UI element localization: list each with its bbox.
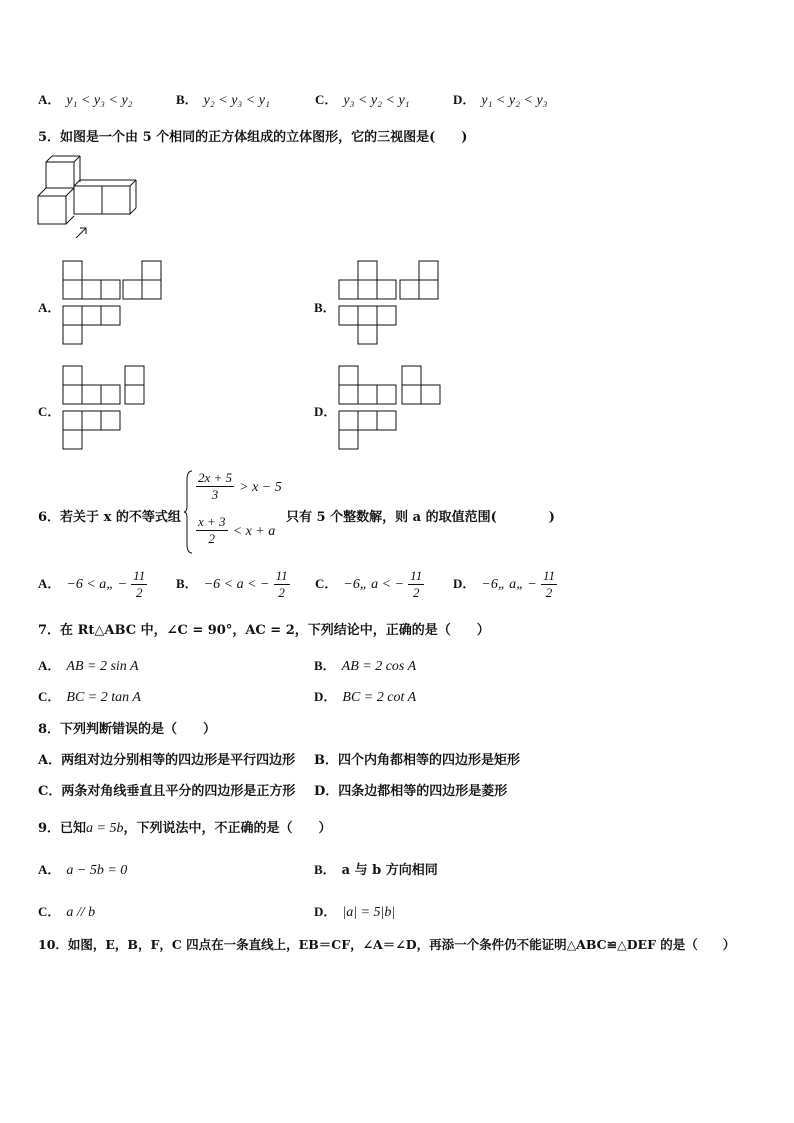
q8-option-a[interactable]: A．两组对边分别相等的四边形是平行四边形 (38, 753, 296, 768)
q9-option-c[interactable]: C． a // b (38, 904, 96, 920)
q9-option-b[interactable]: B． a 与 b 方向相同 (314, 862, 438, 878)
q9-option-d[interactable]: D． |a| = 5|b| (314, 904, 396, 920)
q7-option-a[interactable]: A． AB = 2 sin A (38, 658, 139, 674)
q6-system-brace (184, 470, 194, 554)
q10-stem: 10．如图，E，B，F，C 四点在一条直线上，EB＝CF，∠A＝∠D，再添一个条件仍不能证明△ABC≌△DEF 的是（ ） (38, 937, 736, 952)
q5-option-a-views (60, 258, 168, 346)
q8-stem: 8．下列判断错误的是（ ） (38, 722, 217, 737)
q6-inequality-2: $\frac{x + 3}{2}$ < x + a (198, 514, 276, 546)
q5-option-c-views (60, 363, 168, 451)
q8-option-b[interactable]: B．四个内角都相等的四边形是矩形 (314, 753, 521, 768)
q5-option-d-views (336, 363, 444, 451)
q6-stem-suffix: 只有 5 个整数解，则 a 的取值范围( ) (286, 510, 555, 525)
q5-option-c[interactable]: C． (38, 404, 61, 419)
q7-stem: 7．在 Rt△ABC 中，∠C = 90°，AC = 2，下列结论中，正确的是（ ） (38, 623, 490, 638)
q9-stem: 9．已知a = 5b，下列说法中，不正确的是（ ） (38, 821, 332, 836)
q6-option-d[interactable]: D． −6„ a„ − $\frac{11}{2}$ (453, 568, 556, 600)
q6-stem-prefix: 6．若关于 x 的不等式组 (38, 510, 181, 525)
q4-option-d[interactable]: D． y₁ < y₂ < y₃ (453, 92, 548, 108)
q5-stem: 5．如图是一个由 5 个相同的正方体组成的立体图形，它的三视图是( ) (38, 130, 468, 145)
q4-option-b[interactable]: B． y₂ < y₃ < y₁ (176, 92, 270, 108)
q5-option-b-views (336, 258, 444, 346)
q5-solid-figure (36, 152, 142, 246)
q5-option-d[interactable]: D． (314, 404, 337, 419)
q5-option-a[interactable]: A． (38, 300, 61, 315)
q8-option-d[interactable]: D．四条边都相等的四边形是菱形 (314, 784, 508, 799)
q7-option-c[interactable]: C． BC = 2 tan A (38, 689, 141, 705)
q6-option-c[interactable]: C． −6„ a < − $\frac{11}{2}$ (315, 568, 423, 600)
q6-option-a[interactable]: A． −6 < a„ − $\frac{11}{2}$ (38, 568, 146, 600)
q8-option-c[interactable]: C．两条对角线垂直且平分的四边形是正方形 (38, 784, 296, 799)
q7-option-b[interactable]: B． AB = 2 cos A (314, 658, 417, 674)
q6-inequality-1: $\frac{2x + 5}{3}$ > x − 5 (198, 470, 282, 502)
q4-option-c[interactable]: C． y₃ < y₂ < y₁ (315, 92, 410, 108)
q6-option-b[interactable]: B． −6 < a < − $\frac{11}{2}$ (176, 568, 288, 600)
q5-option-b[interactable]: B． (314, 300, 336, 315)
q7-option-d[interactable]: D． BC = 2 cot A (314, 689, 417, 705)
q4-option-a[interactable]: A． y₁ < y₃ < y₂ (38, 92, 133, 108)
q9-option-a[interactable]: A． a − 5b = 0 (38, 862, 128, 878)
